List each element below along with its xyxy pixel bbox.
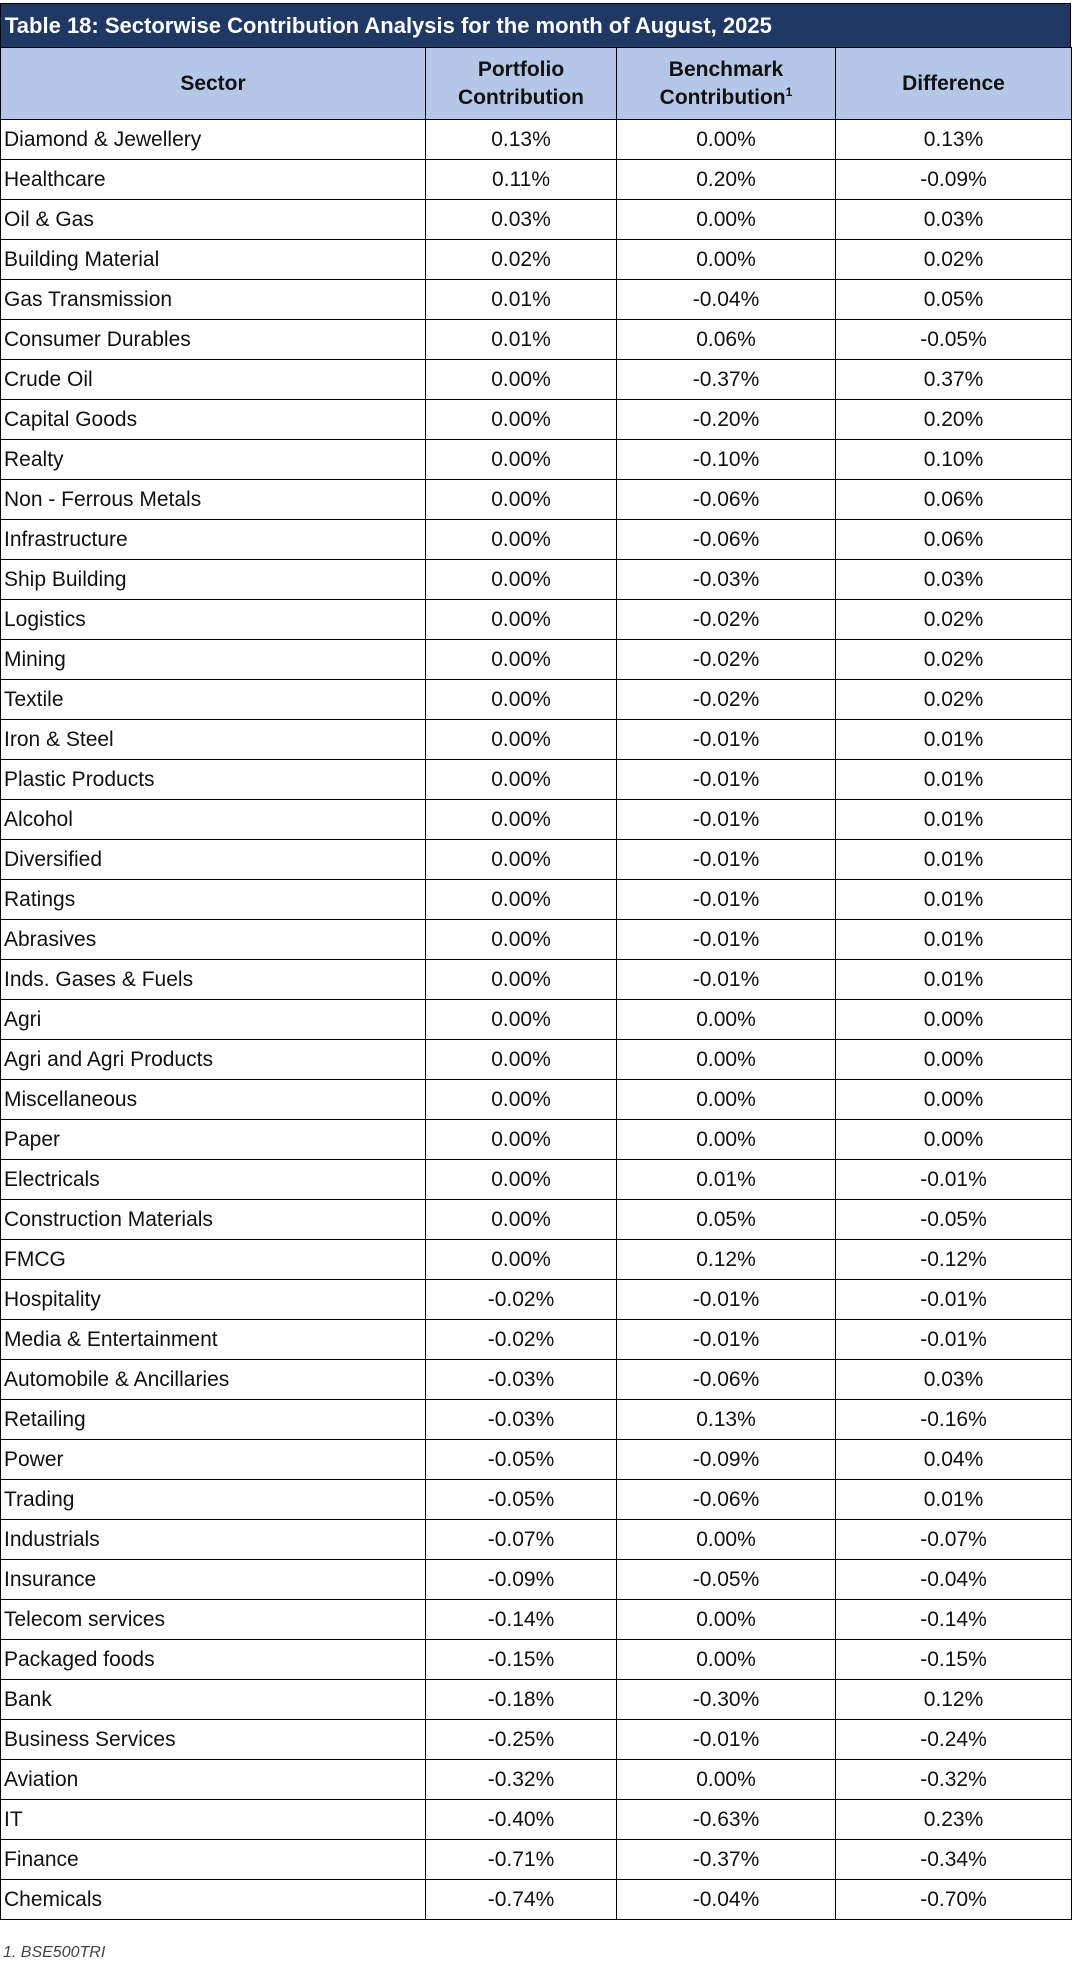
sector-cell: Logistics [1, 600, 426, 640]
portfolio-contribution-cell: 0.00% [426, 1120, 617, 1160]
portfolio-contribution-cell: -0.02% [426, 1320, 617, 1360]
benchmark-contribution-cell: -0.03% [617, 560, 836, 600]
table-row [1, 1760, 1072, 1800]
difference-cell: 0.03% [836, 1360, 1072, 1400]
table-row [1, 720, 1072, 760]
benchmark-contribution-cell: 0.13% [617, 1400, 836, 1440]
header-benchmark-line2: Contribution [659, 85, 786, 109]
benchmark-contribution-cell: -0.05% [617, 1560, 836, 1600]
benchmark-contribution-cell: -0.02% [617, 600, 836, 640]
sector-cell: Alcohol [1, 800, 426, 840]
difference-cell: 0.03% [836, 200, 1072, 240]
table-row [1, 1280, 1072, 1320]
benchmark-contribution-cell: -0.30% [617, 1680, 836, 1720]
difference-cell: -0.01% [836, 1160, 1072, 1200]
sector-cell: Industrials [1, 1520, 426, 1560]
table-row [1, 1360, 1072, 1400]
sector-cell: Iron & Steel [1, 720, 426, 760]
difference-cell: 0.04% [836, 1440, 1072, 1480]
difference-cell: 0.01% [836, 920, 1072, 960]
difference-cell: -0.07% [836, 1520, 1072, 1560]
benchmark-contribution-cell: -0.01% [617, 1320, 836, 1360]
portfolio-contribution-cell: 0.11% [426, 160, 617, 200]
sector-cell: Consumer Durables [1, 320, 426, 360]
benchmark-contribution-cell: -0.04% [617, 1880, 836, 1920]
sector-cell: FMCG [1, 1240, 426, 1280]
table-row [1, 160, 1072, 200]
table-row [1, 1000, 1072, 1040]
portfolio-contribution-cell: 0.00% [426, 560, 617, 600]
sector-cell: Automobile & Ancillaries [1, 1360, 426, 1400]
table-row [1, 680, 1072, 720]
difference-cell: -0.70% [836, 1880, 1072, 1920]
benchmark-contribution-cell: -0.06% [617, 1360, 836, 1400]
header-difference-label: Difference [902, 71, 1005, 95]
benchmark-contribution-cell: 0.00% [617, 240, 836, 280]
difference-cell: 0.02% [836, 600, 1072, 640]
sector-cell: Healthcare [1, 160, 426, 200]
benchmark-contribution-cell: 0.00% [617, 1640, 836, 1680]
portfolio-contribution-cell: 0.00% [426, 360, 617, 400]
benchmark-contribution-cell: -0.01% [617, 1280, 836, 1320]
benchmark-contribution-cell: -0.06% [617, 1480, 836, 1520]
portfolio-contribution-cell: 0.00% [426, 480, 617, 520]
portfolio-contribution-cell: 0.00% [426, 400, 617, 440]
table-row [1, 920, 1072, 960]
portfolio-contribution-cell: 0.00% [426, 760, 617, 800]
difference-cell: 0.10% [836, 440, 1072, 480]
contribution-table [0, 47, 1072, 1920]
portfolio-contribution-cell: -0.15% [426, 1640, 617, 1680]
difference-cell: 0.00% [836, 1000, 1072, 1040]
sector-cell: Gas Transmission [1, 280, 426, 320]
sector-cell: Hospitality [1, 1280, 426, 1320]
difference-cell: 0.01% [836, 880, 1072, 920]
table-row [1, 200, 1072, 240]
table-body [1, 120, 1072, 1920]
portfolio-contribution-cell: -0.05% [426, 1480, 617, 1520]
table-row [1, 1080, 1072, 1120]
benchmark-contribution-cell: -0.01% [617, 880, 836, 920]
table-row [1, 1880, 1072, 1920]
portfolio-contribution-cell: 0.00% [426, 1200, 617, 1240]
difference-cell: 0.00% [836, 1120, 1072, 1160]
sector-cell: Abrasives [1, 920, 426, 960]
sector-cell: Media & Entertainment [1, 1320, 426, 1360]
portfolio-contribution-cell: -0.02% [426, 1280, 617, 1320]
table-row [1, 1480, 1072, 1520]
portfolio-contribution-cell: 0.00% [426, 1080, 617, 1120]
table-row [1, 320, 1072, 360]
portfolio-contribution-cell: -0.14% [426, 1600, 617, 1640]
sector-cell: IT [1, 1800, 426, 1840]
portfolio-contribution-cell: -0.03% [426, 1400, 617, 1440]
sector-cell: Construction Materials [1, 1200, 426, 1240]
portfolio-contribution-cell: -0.18% [426, 1680, 617, 1720]
portfolio-contribution-cell: 0.00% [426, 720, 617, 760]
benchmark-contribution-cell: -0.01% [617, 760, 836, 800]
header-sector-label: Sector [180, 71, 246, 95]
header-portfolio-line2: Contribution [458, 85, 584, 109]
portfolio-contribution-cell: -0.74% [426, 1880, 617, 1920]
sector-cell: Capital Goods [1, 400, 426, 440]
sector-cell: Business Services [1, 1720, 426, 1760]
difference-cell: -0.05% [836, 320, 1072, 360]
sector-cell: Oil & Gas [1, 200, 426, 240]
contribution-table-container [0, 3, 1071, 1920]
table-row [1, 640, 1072, 680]
portfolio-contribution-cell: 0.00% [426, 1040, 617, 1080]
sector-cell: Plastic Products [1, 760, 426, 800]
sector-cell: Paper [1, 1120, 426, 1160]
portfolio-contribution-cell: -0.32% [426, 1760, 617, 1800]
difference-cell: 0.03% [836, 560, 1072, 600]
table-row [1, 1440, 1072, 1480]
difference-cell: 0.37% [836, 360, 1072, 400]
sector-cell: Crude Oil [1, 360, 426, 400]
sector-cell: Insurance [1, 1560, 426, 1600]
benchmark-contribution-cell: 0.00% [617, 1600, 836, 1640]
difference-cell: 0.01% [836, 960, 1072, 1000]
benchmark-contribution-cell: -0.06% [617, 480, 836, 520]
sector-cell: Retailing [1, 1400, 426, 1440]
portfolio-contribution-cell: 0.00% [426, 840, 617, 880]
header-difference [836, 48, 1072, 120]
table-row [1, 760, 1072, 800]
difference-cell: 0.13% [836, 120, 1072, 160]
sector-cell: Textile [1, 680, 426, 720]
table-row [1, 1600, 1072, 1640]
difference-cell: -0.01% [836, 1320, 1072, 1360]
portfolio-contribution-cell: -0.07% [426, 1520, 617, 1560]
difference-cell: 0.20% [836, 400, 1072, 440]
difference-cell: 0.06% [836, 480, 1072, 520]
portfolio-contribution-cell: -0.05% [426, 1440, 617, 1480]
table-row [1, 560, 1072, 600]
header-benchmark-line1: Benchmark [668, 57, 784, 81]
header-portfolio-contribution [426, 48, 617, 120]
sector-cell: Power [1, 1440, 426, 1480]
benchmark-contribution-cell: -0.10% [617, 440, 836, 480]
portfolio-contribution-cell: 0.00% [426, 920, 617, 960]
sector-cell: Bank [1, 1680, 426, 1720]
table-row [1, 1560, 1072, 1600]
portfolio-contribution-cell: 0.13% [426, 120, 617, 160]
difference-cell: 0.23% [836, 1800, 1072, 1840]
difference-cell: -0.24% [836, 1720, 1072, 1760]
benchmark-contribution-cell: 0.00% [617, 1520, 836, 1560]
sector-cell: Infrastructure [1, 520, 426, 560]
benchmark-contribution-cell: -0.37% [617, 1840, 836, 1880]
portfolio-contribution-cell: 0.02% [426, 240, 617, 280]
sector-cell: Realty [1, 440, 426, 480]
table-row [1, 1640, 1072, 1680]
portfolio-contribution-cell: 0.00% [426, 1160, 617, 1200]
portfolio-contribution-cell: -0.40% [426, 1800, 617, 1840]
difference-cell: 0.05% [836, 280, 1072, 320]
portfolio-contribution-cell: 0.00% [426, 440, 617, 480]
footnote: 1. BSE500TRI [3, 1944, 106, 1961]
sector-cell: Aviation [1, 1760, 426, 1800]
benchmark-contribution-cell: -0.02% [617, 680, 836, 720]
benchmark-contribution-cell: 0.20% [617, 160, 836, 200]
difference-cell: -0.16% [836, 1400, 1072, 1440]
table-row [1, 120, 1072, 160]
sector-cell: Miscellaneous [1, 1080, 426, 1120]
benchmark-contribution-cell: -0.01% [617, 720, 836, 760]
table-row [1, 480, 1072, 520]
portfolio-contribution-cell: -0.09% [426, 1560, 617, 1600]
difference-cell: -0.15% [836, 1640, 1072, 1680]
table-row [1, 1520, 1072, 1560]
difference-cell: 0.00% [836, 1040, 1072, 1080]
header-benchmark-contribution [617, 48, 836, 120]
benchmark-contribution-cell: -0.63% [617, 1800, 836, 1840]
table-row [1, 840, 1072, 880]
sector-cell: Trading [1, 1480, 426, 1520]
table-row [1, 880, 1072, 920]
portfolio-contribution-cell: 0.00% [426, 880, 617, 920]
benchmark-contribution-cell: 0.01% [617, 1160, 836, 1200]
table-row [1, 400, 1072, 440]
benchmark-contribution-cell: -0.01% [617, 840, 836, 880]
difference-cell: -0.04% [836, 1560, 1072, 1600]
table-row [1, 280, 1072, 320]
difference-cell: 0.00% [836, 1080, 1072, 1120]
sector-cell: Chemicals [1, 1880, 426, 1920]
benchmark-contribution-cell: -0.01% [617, 960, 836, 1000]
header-portfolio-line1: Portfolio [477, 57, 565, 81]
benchmark-contribution-cell: 0.12% [617, 1240, 836, 1280]
sector-cell: Packaged foods [1, 1640, 426, 1680]
sector-cell: Diversified [1, 840, 426, 880]
table-row [1, 800, 1072, 840]
sector-cell: Agri [1, 1000, 426, 1040]
benchmark-contribution-cell: -0.02% [617, 640, 836, 680]
header-sector [1, 48, 426, 120]
benchmark-contribution-cell: 0.05% [617, 1200, 836, 1240]
sector-cell: Building Material [1, 240, 426, 280]
table-row [1, 1320, 1072, 1360]
benchmark-contribution-cell: -0.37% [617, 360, 836, 400]
difference-cell: -0.12% [836, 1240, 1072, 1280]
sector-cell: Diamond & Jewellery [1, 120, 426, 160]
portfolio-contribution-cell: 0.00% [426, 800, 617, 840]
table-row [1, 1040, 1072, 1080]
sector-cell: Ship Building [1, 560, 426, 600]
table-row [1, 1840, 1072, 1880]
table-row [1, 600, 1072, 640]
table-row [1, 960, 1072, 1000]
portfolio-contribution-cell: 0.00% [426, 600, 617, 640]
portfolio-contribution-cell: 0.00% [426, 960, 617, 1000]
sector-cell: Telecom services [1, 1600, 426, 1640]
benchmark-contribution-cell: 0.00% [617, 1760, 836, 1800]
table-row [1, 1680, 1072, 1720]
sector-cell: Finance [1, 1840, 426, 1880]
table-row [1, 1800, 1072, 1840]
benchmark-contribution-cell: -0.09% [617, 1440, 836, 1480]
table-row [1, 440, 1072, 480]
portfolio-contribution-cell: 0.03% [426, 200, 617, 240]
table-row [1, 1120, 1072, 1160]
benchmark-contribution-cell: 0.00% [617, 1080, 836, 1120]
difference-cell: 0.01% [836, 720, 1072, 760]
footnote-marker: 1 [785, 84, 793, 99]
benchmark-contribution-cell: -0.20% [617, 400, 836, 440]
difference-cell: 0.12% [836, 1680, 1072, 1720]
difference-cell: 0.01% [836, 800, 1072, 840]
difference-cell: 0.02% [836, 240, 1072, 280]
sector-cell: Ratings [1, 880, 426, 920]
table-title: Table 18: Sectorwise Contribution Analysis for the month of August, 2025 [0, 3, 1071, 47]
difference-cell: -0.01% [836, 1280, 1072, 1320]
benchmark-contribution-cell: -0.01% [617, 1720, 836, 1760]
benchmark-contribution-cell: -0.01% [617, 920, 836, 960]
benchmark-contribution-cell: -0.01% [617, 800, 836, 840]
benchmark-contribution-cell: 0.00% [617, 1120, 836, 1160]
benchmark-contribution-cell: -0.04% [617, 280, 836, 320]
table-row [1, 1720, 1072, 1760]
portfolio-contribution-cell: 0.00% [426, 1240, 617, 1280]
sector-cell: Inds. Gases & Fuels [1, 960, 426, 1000]
difference-cell: -0.32% [836, 1760, 1072, 1800]
difference-cell: -0.05% [836, 1200, 1072, 1240]
table-row [1, 1160, 1072, 1200]
portfolio-contribution-cell: 0.00% [426, 1000, 617, 1040]
portfolio-contribution-cell: -0.25% [426, 1720, 617, 1760]
benchmark-contribution-cell: 0.06% [617, 320, 836, 360]
sector-cell: Non - Ferrous Metals [1, 480, 426, 520]
benchmark-contribution-cell: -0.06% [617, 520, 836, 560]
benchmark-contribution-cell: 0.00% [617, 1040, 836, 1080]
difference-cell: 0.06% [836, 520, 1072, 560]
difference-cell: 0.01% [836, 1480, 1072, 1520]
difference-cell: 0.01% [836, 760, 1072, 800]
portfolio-contribution-cell: 0.01% [426, 280, 617, 320]
portfolio-contribution-cell: -0.03% [426, 1360, 617, 1400]
benchmark-contribution-cell: 0.00% [617, 1000, 836, 1040]
portfolio-contribution-cell: -0.71% [426, 1840, 617, 1880]
sector-cell: Agri and Agri Products [1, 1040, 426, 1080]
difference-cell: 0.01% [836, 840, 1072, 880]
difference-cell: 0.02% [836, 640, 1072, 680]
table-row [1, 360, 1072, 400]
table-row [1, 1200, 1072, 1240]
difference-cell: -0.09% [836, 160, 1072, 200]
table-row [1, 1240, 1072, 1280]
portfolio-contribution-cell: 0.00% [426, 640, 617, 680]
sector-cell: Electricals [1, 1160, 426, 1200]
difference-cell: -0.14% [836, 1600, 1072, 1640]
portfolio-contribution-cell: 0.00% [426, 520, 617, 560]
table-row [1, 520, 1072, 560]
header-row [1, 48, 1072, 120]
portfolio-contribution-cell: 0.01% [426, 320, 617, 360]
table-row [1, 1400, 1072, 1440]
difference-cell: 0.02% [836, 680, 1072, 720]
sector-cell: Mining [1, 640, 426, 680]
difference-cell: -0.34% [836, 1840, 1072, 1880]
table-row [1, 240, 1072, 280]
benchmark-contribution-cell: 0.00% [617, 200, 836, 240]
benchmark-contribution-cell: 0.00% [617, 120, 836, 160]
portfolio-contribution-cell: 0.00% [426, 680, 617, 720]
